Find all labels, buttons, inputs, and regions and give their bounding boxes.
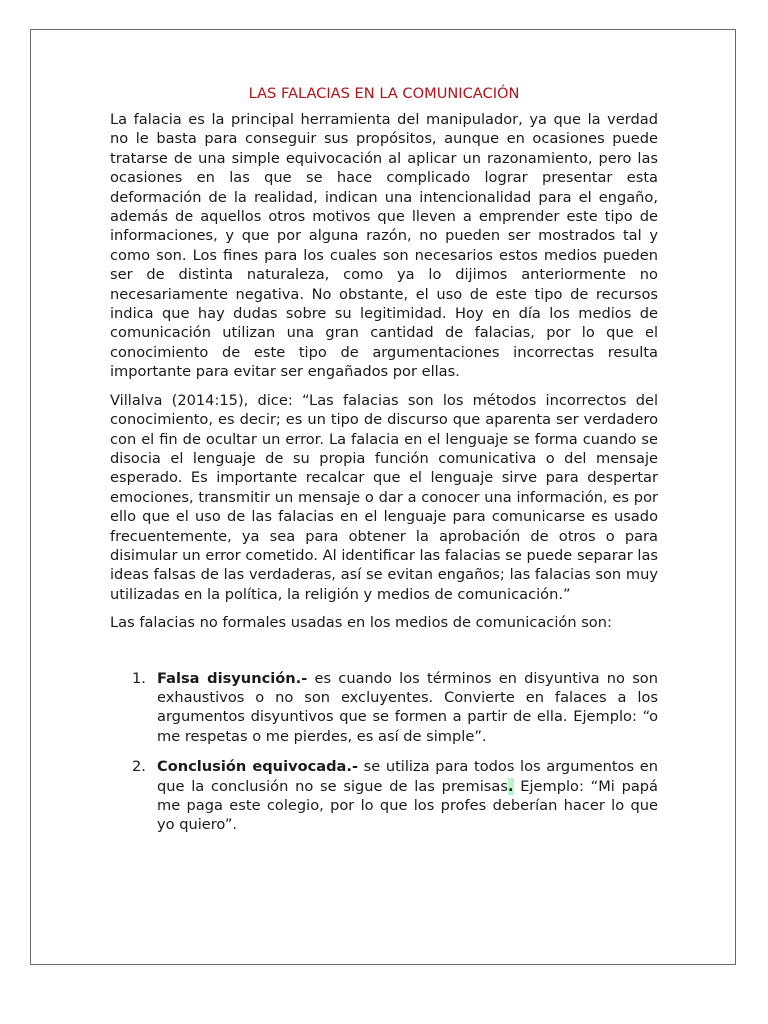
document-title: LAS FALACIAS EN LA COMUNICACIÓN: [248, 85, 520, 102]
paragraph-quote: Villalva (2014:15), dice: “Las falacias son los métodos incorrectos del conocimiento, es decir; es un tipo de discurso que aparenta ser verdadero con el fin de ocultar un error. La falacia en el lenguaje se forma cuando se disocia el lenguaje de su propia función comunicativa o del mensaje esperado. Es importante recalcar que el lenguaje sirve para despertar emociones, transmitir un mensaje o dar a conocer una información, es por ello que el uso de las falacias en el lenguaje para comunicarse es usado frecuentemente, ya sea para obtener la aprobación de otros o para disimular un error cometido. Al identificar las falacias se puede separar las ideas falsas de las verdaderas, así se evitan engaños; las falacias son muy utilizadas en la política, la religión y medios de comunicación.”: [110, 391, 658, 603]
list-item: [110, 669, 658, 747]
list-item: [110, 757, 658, 835]
list-item-text-continued: Ejemplo: “Mi papá me paga este colegio, por lo que los profes deberían hacer lo que yo quiero”.: [157, 777, 659, 834]
list-item-text: es cuando los términos en disyuntiva no son exhaustivos o no son excluyentes. Convierte en falaces a los argumentos disyuntivos que se formen a partir de ella. Ejemplo: “o me respetas o me pierdes, es así de simple”.: [157, 669, 658, 745]
list-item-term: Conclusión equivocada.-: [157, 758, 359, 776]
paragraph-list-intro: Las falacias no formales usadas en los medios de comunicación son:: [110, 614, 612, 632]
list-item-number: 1.: [132, 669, 146, 687]
list-item-term: Falsa disyunción.-: [157, 669, 308, 687]
list-item-number: 2.: [132, 758, 146, 776]
paragraph-intro: La falacia es la principal herramienta del manipulador, ya que la verdad no le basta para conseguir sus propósitos, aunque en ocasiones puede tratarse de una simple equivocación al aplicar un razonamiento, pero las ocasiones en las que se hace complicado lograr presentar esta deformación de la realidad, indican una intencionalidad para el engaño, además de aquellos otros motivos que lleven a emprender este tipo de informaciones, y que por alguna razón, no pueden ser mostrados tal y como son. Los fines para los cuales son necesarios estos medios pueden ser de distinta naturaleza, como ya lo dijimos anteriormente no necesariamente negativa. No obstante, el uso de este tipo de recursos indica que hay dudas sobre su legitimidad. Hoy en día los medios de comunicación utilizan una gran cantidad de falacias, por lo que el conocimiento de este tipo de argumentaciones incorrectas resulta importante para evitar ser engañados por ellas.: [110, 111, 658, 381]
list-item-text: se utiliza para todos los argumentos en que la conclusión no se sigue de las premisas: [157, 758, 658, 795]
highlighted-period: .: [507, 777, 514, 795]
fallacy-list: [110, 669, 658, 835]
document-body: [110, 84, 658, 835]
